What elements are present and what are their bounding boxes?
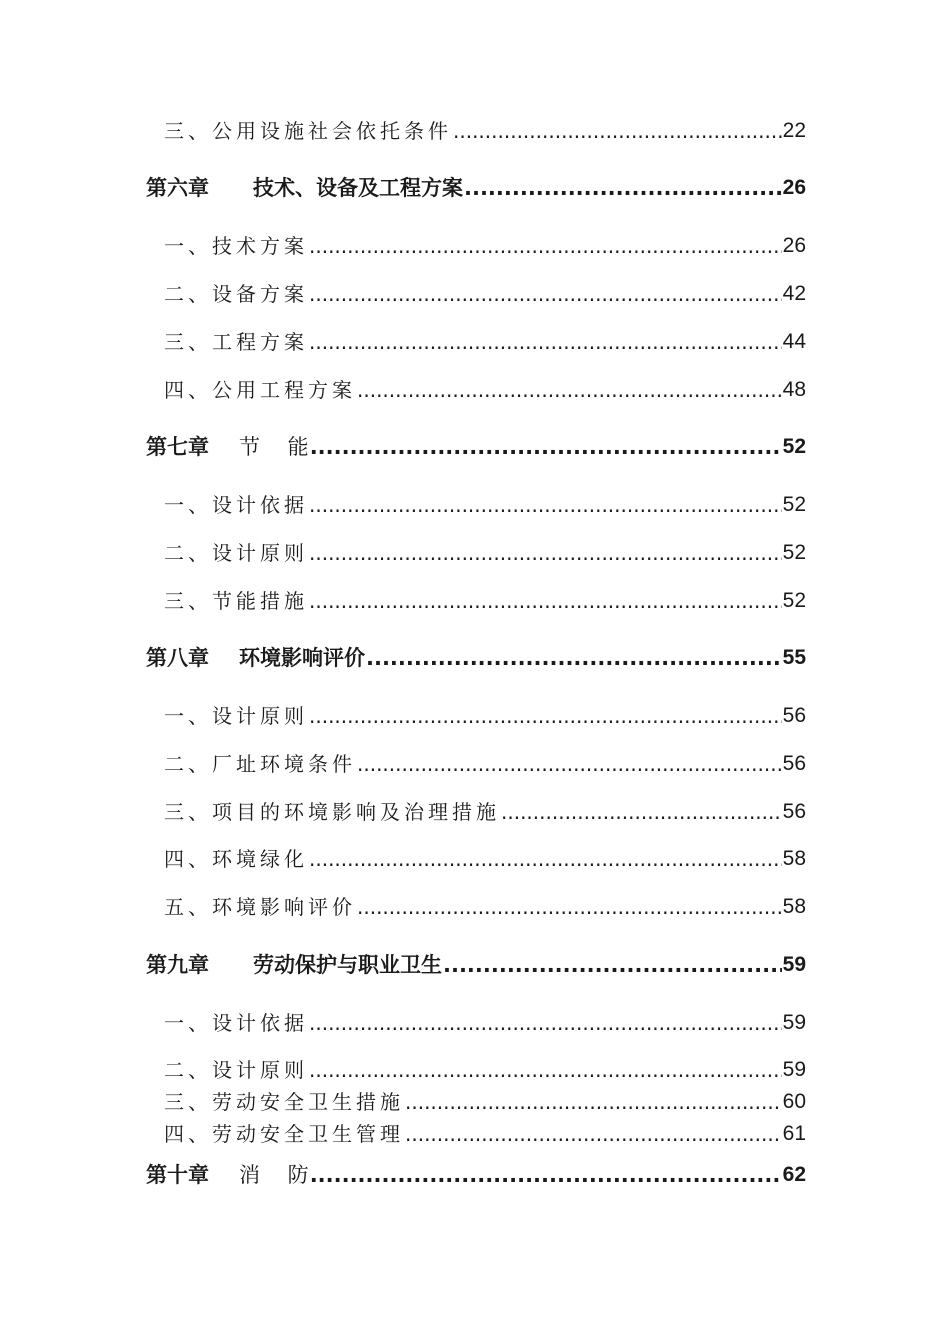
toc-entry[interactable] [146, 325, 806, 359]
toc-entry[interactable] [146, 1085, 806, 1119]
chapter-title: 技术、设备及工程方案 [253, 176, 463, 200]
toc-entry[interactable] [146, 1006, 806, 1040]
toc-entry-page: 22 [782, 119, 806, 142]
chapter-number: 第六章 [146, 176, 209, 200]
toc-chapter[interactable] [146, 948, 806, 982]
toc-entry[interactable] [146, 277, 806, 311]
toc-entry[interactable] [146, 229, 806, 263]
dot-leader [309, 699, 782, 733]
toc-entry[interactable] [146, 1053, 806, 1087]
toc-entry-page: 60 [782, 1090, 806, 1113]
toc-entry-title: 二、厂址环境条件 [164, 752, 356, 776]
toc-entry-page: 56 [782, 800, 806, 823]
toc-chapter[interactable] [146, 171, 806, 205]
toc-entry-title: 四、环境绿化 [164, 847, 308, 871]
dot-leader [443, 948, 782, 982]
toc-entry-page: 52 [782, 493, 806, 516]
toc-chapter[interactable] [146, 641, 806, 675]
chapter-number: 第九章 [146, 953, 209, 977]
toc-entry-page: 55 [782, 646, 806, 669]
chapter-number: 第十章 [146, 1163, 209, 1187]
dot-leader [309, 536, 782, 570]
dot-leader [357, 747, 782, 781]
dot-leader [309, 584, 782, 618]
toc-entry-page: 26 [782, 234, 806, 257]
toc-entry-title: 三、工程方案 [164, 330, 308, 354]
toc-entry-page: 52 [782, 541, 806, 564]
dot-leader [309, 1006, 782, 1040]
chapter-number: 第七章 [146, 435, 209, 459]
toc-entry[interactable] [146, 114, 806, 148]
dot-leader [310, 1158, 782, 1192]
toc-entry[interactable] [146, 795, 806, 829]
dot-leader [309, 488, 782, 522]
toc-entry-page: 44 [782, 330, 806, 353]
dot-leader [405, 1117, 782, 1151]
toc-entry-page: 42 [782, 282, 806, 305]
toc-entry[interactable] [146, 373, 806, 407]
chapter-number: 第八章 [146, 646, 209, 670]
toc-entry-title: 一、设计原则 [164, 704, 308, 728]
toc-entry-page: 62 [782, 1163, 806, 1186]
dot-leader [309, 229, 782, 263]
toc-entry-page: 58 [782, 847, 806, 870]
toc-entry-page: 58 [782, 895, 806, 918]
toc-chapter[interactable] [146, 1158, 806, 1192]
toc-entry-title: 三、项目的环境影响及治理措施 [164, 800, 500, 824]
toc-entry-page: 48 [782, 378, 806, 401]
toc-entry-page: 56 [782, 704, 806, 727]
toc-entry-title: 二、设计原则 [164, 1058, 308, 1082]
toc-entry-title: 二、设计原则 [164, 541, 308, 565]
dot-leader [309, 325, 782, 359]
toc-entry[interactable] [146, 842, 806, 876]
dot-leader [357, 890, 782, 924]
toc-entry-title: 一、技术方案 [164, 234, 308, 258]
toc-chapter[interactable] [146, 430, 806, 464]
toc-entry[interactable] [146, 699, 806, 733]
toc-entry-title: 三、节能措施 [164, 589, 308, 613]
toc-entry-page: 59 [782, 953, 806, 976]
chapter-title: 劳动保护与职业卫生 [253, 953, 442, 977]
toc-entry-page: 52 [782, 435, 806, 458]
dot-leader [405, 1085, 782, 1119]
dot-leader [366, 641, 782, 675]
toc-entry[interactable] [146, 584, 806, 618]
toc-entry-title: 四、公用工程方案 [164, 378, 356, 402]
dot-leader [464, 171, 782, 205]
toc-entry-title: 二、设备方案 [164, 282, 308, 306]
dot-leader [309, 842, 782, 876]
toc-entry[interactable] [146, 1117, 806, 1151]
dot-leader [309, 1053, 782, 1087]
toc-entry-title: 五、环境影响评价 [164, 895, 356, 919]
dot-leader [309, 277, 782, 311]
toc-entry-title: 四、劳动安全卫生管理 [164, 1122, 404, 1146]
toc-entry-title: 三、劳动安全卫生措施 [164, 1090, 404, 1114]
toc-entry-title: 一、设计依据 [164, 493, 308, 517]
toc-entry-title: 一、设计依据 [164, 1011, 308, 1035]
toc-entry-page: 52 [782, 589, 806, 612]
toc-entry-title: 三、公用设施社会依托条件 [164, 119, 452, 143]
toc-entry-page: 26 [782, 176, 806, 199]
toc-entry-page: 56 [782, 752, 806, 775]
dot-leader [453, 114, 782, 148]
toc-entry[interactable] [146, 488, 806, 522]
toc-entry-page: 59 [782, 1058, 806, 1081]
dot-leader [310, 430, 782, 464]
toc-entry-page: 59 [782, 1011, 806, 1034]
dot-leader [357, 373, 782, 407]
toc-entry-page: 61 [782, 1122, 806, 1145]
chapter-title: 环境影响评价 [239, 646, 365, 670]
chapter-title: 节 能 [239, 435, 309, 459]
toc-entry[interactable] [146, 747, 806, 781]
dot-leader [501, 795, 782, 829]
toc-entry[interactable] [146, 536, 806, 570]
chapter-title: 消 防 [239, 1163, 309, 1187]
toc-entry[interactable] [146, 890, 806, 924]
